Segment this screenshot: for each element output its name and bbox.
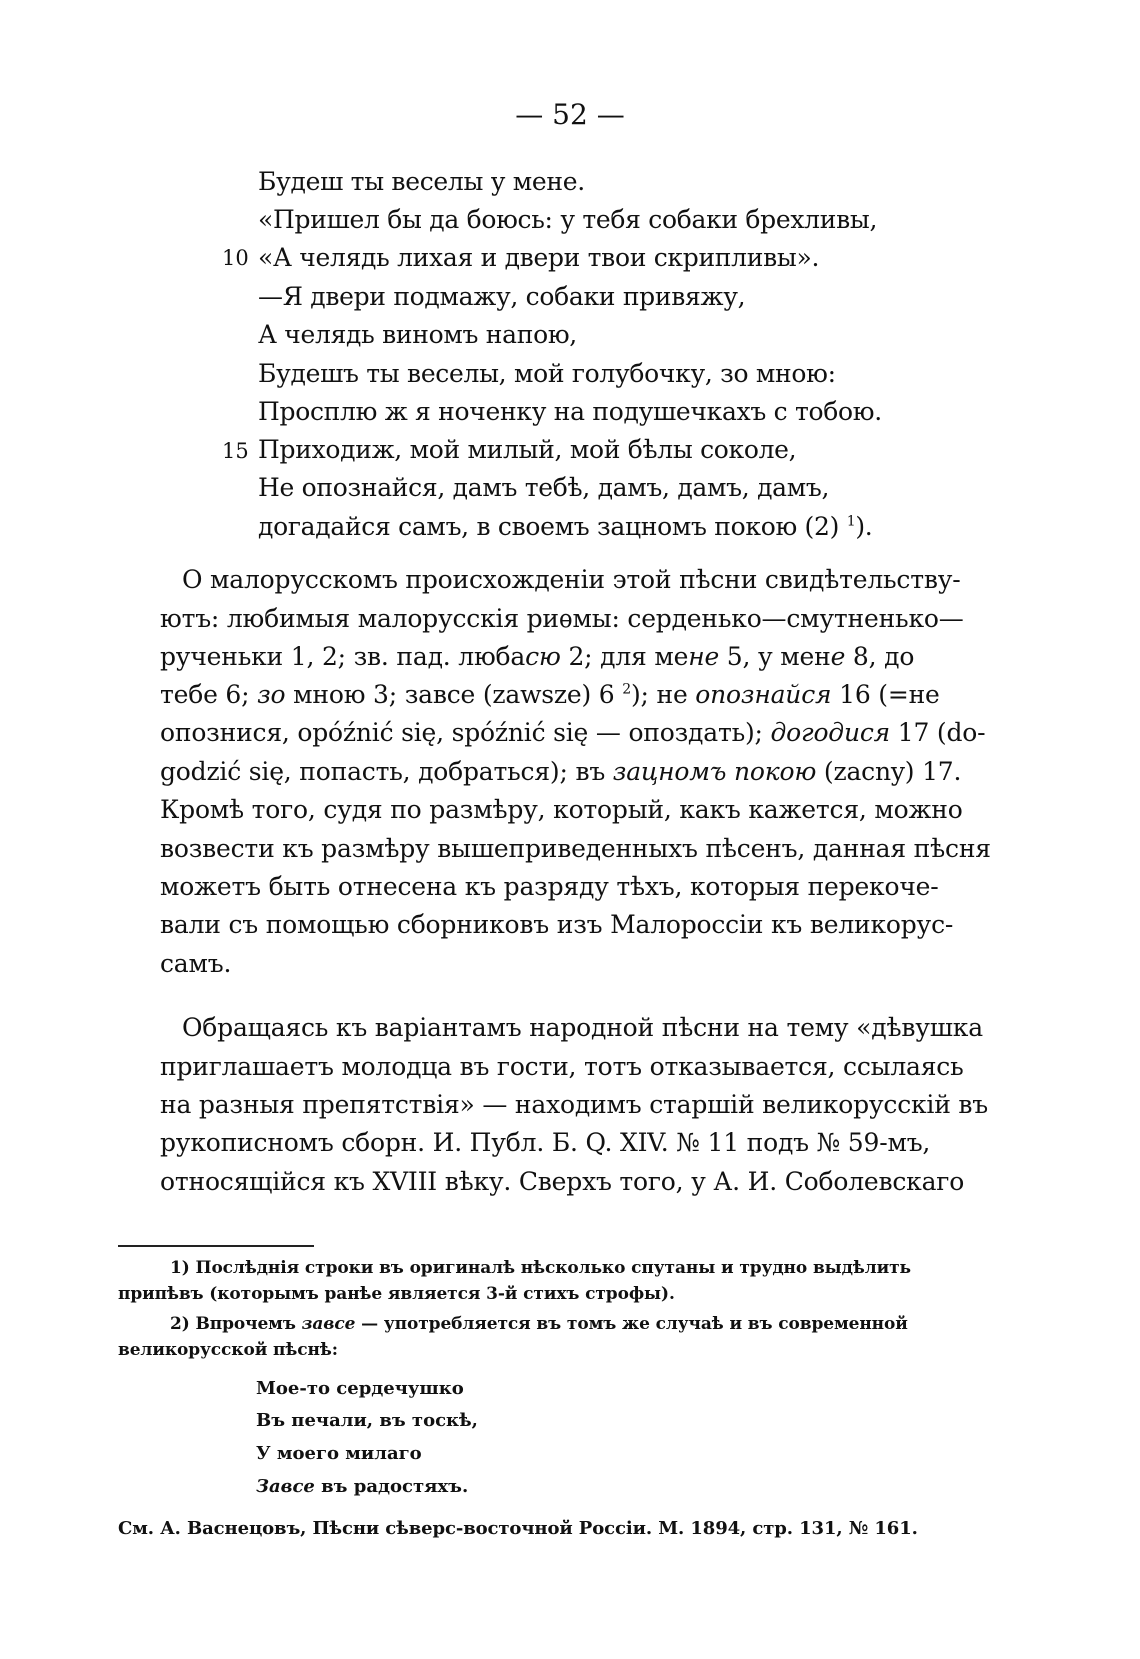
text-line: ютъ: любимыя малорусскія риѳмы: серденько—смутненько—: [160, 604, 964, 633]
footnote-citation: См. А. Васнецовъ, Пѣсни сѣверс-восточной Россіи. М. 1894, стр. 131, № 161.: [118, 1518, 918, 1539]
italic-run: опознайся: [695, 680, 832, 709]
verse-line: «А челядь лихая и двери твои скрипливы».: [258, 243, 820, 272]
page-number: — 52 —: [515, 98, 625, 131]
footnote-ref: 1: [846, 513, 856, 530]
verse-line: Приходиж, мой милый, мой бѣлы соколе,: [258, 435, 797, 464]
text-line: рукописномъ сборн. И. Публ. Б. Q. XIV. № 11 подъ № 59-мъ,: [160, 1128, 931, 1157]
text-line: [160, 718, 985, 747]
italic-run: Завсе: [256, 1476, 315, 1497]
text-run: 2) Впрочемъ: [170, 1314, 302, 1334]
text-run: 5, у мен: [719, 642, 831, 671]
text-run: рученьки 1, 2; зв. пад. люба: [160, 642, 526, 671]
text-run: 8, до: [845, 642, 915, 671]
verse-line: А челядь виномъ напою,: [258, 320, 577, 349]
footnote-rule: [118, 1245, 314, 1247]
verse-line: «Пришел бы да боюсь: у тебя собаки брехливы,: [258, 205, 878, 234]
text-line: приглашаетъ молодца въ гости, тотъ отказывается, ссылаясь: [160, 1052, 964, 1081]
italic-run: не: [688, 642, 720, 671]
text-run: 2; для ме: [560, 642, 689, 671]
verse-line: Просплю ж я ноченку на подушечкахъ с тобою.: [258, 397, 882, 426]
italic-run: е: [830, 642, 846, 671]
text-line: на разныя препятствія» — находимъ старшій великорусскій въ: [160, 1090, 988, 1119]
text-run: въ радостяхъ.: [314, 1476, 469, 1497]
footnote-1-line: 1) Послѣднія строки въ оригиналѣ нѣсколько спутаны и трудно выдѣлить: [170, 1258, 911, 1278]
italic-run: сю: [525, 642, 561, 671]
text-line: можетъ быть отнесена къ разряду тѣхъ, которыя перекоче-: [160, 872, 939, 901]
italic-run: зацномъ покою: [612, 757, 817, 786]
text-run: опознися, opóźnić się, spóźnić się — опоздать);: [160, 718, 771, 747]
verse-line: Не опознайся, дамъ тебѣ, дамъ, дамъ, дамъ,: [258, 473, 830, 502]
footnote-2-line: великорусской пѣснѣ:: [118, 1340, 338, 1360]
footnote-verse-line: [256, 1476, 468, 1497]
text-run: 16 (=не: [831, 680, 940, 709]
italic-run: зо: [257, 680, 286, 709]
text-line: Обращаясь къ варіантамъ народной пѣсни на тему «дѣвушка: [182, 1013, 983, 1042]
text-run: 17 (do-: [890, 718, 986, 747]
footnote-verse-line: Мое-то сердечушко: [256, 1378, 464, 1399]
text-run: (zacny) 17.: [816, 757, 962, 786]
footnote-verse-line: У моего милаго: [256, 1443, 422, 1464]
text-run: godzić się, попасть, добраться); въ: [160, 757, 613, 786]
text-line: [160, 642, 914, 671]
verse-line-text: догадайся самъ, в своемъ зацномъ покою (2): [258, 512, 840, 541]
text-run: мною 3; завсе (zawsze) 6: [285, 680, 623, 709]
footnote-verse-line: Въ печали, въ тоскѣ,: [256, 1410, 478, 1431]
text-line: [160, 757, 961, 786]
text-line: самъ.: [160, 949, 232, 978]
text-run: тебе 6;: [160, 680, 258, 709]
footnote-1-line: припѣвъ (которымъ ранѣе является 3-й стихъ строфы).: [118, 1284, 675, 1304]
text-line: относящійся къ XVIII вѣку. Сверхъ того, у А. И. Соболевскаго: [160, 1167, 965, 1196]
verse-line-tail: ).: [855, 512, 873, 541]
text-line: Кромѣ того, судя по размѣру, который, какъ кажется, можно: [160, 795, 963, 824]
italic-run: завсе: [301, 1314, 356, 1334]
italic-run: догодися: [770, 718, 890, 747]
text-run: — употребляется въ томъ же случаѣ и въ современной: [355, 1314, 908, 1334]
text-line: О малорусскомъ происхожденіи этой пѣсни свидѣтельству-: [182, 565, 961, 594]
verse-line-number: 10: [222, 246, 249, 270]
verse-line: —Я двери подмажу, собаки привяжу,: [258, 282, 746, 311]
text-line: [160, 680, 940, 709]
footnote-2-line: [170, 1314, 908, 1334]
verse-line: [258, 512, 872, 541]
text-run: ); не: [630, 680, 696, 709]
verse-line: Будеш ты веселы у мене.: [258, 167, 585, 196]
footnote-ref: 2: [622, 681, 631, 698]
text-line: вали съ помощью сборниковъ изъ Малороссіи къ великорус-: [160, 910, 954, 939]
verse-line: Будешъ ты веселы, мой голубочку, зо мною:: [258, 359, 836, 388]
verse-line-number: 15: [222, 439, 249, 463]
text-line: возвести къ размѣру вышеприведенныхъ пѣсенъ, данная пѣсня: [160, 834, 991, 863]
